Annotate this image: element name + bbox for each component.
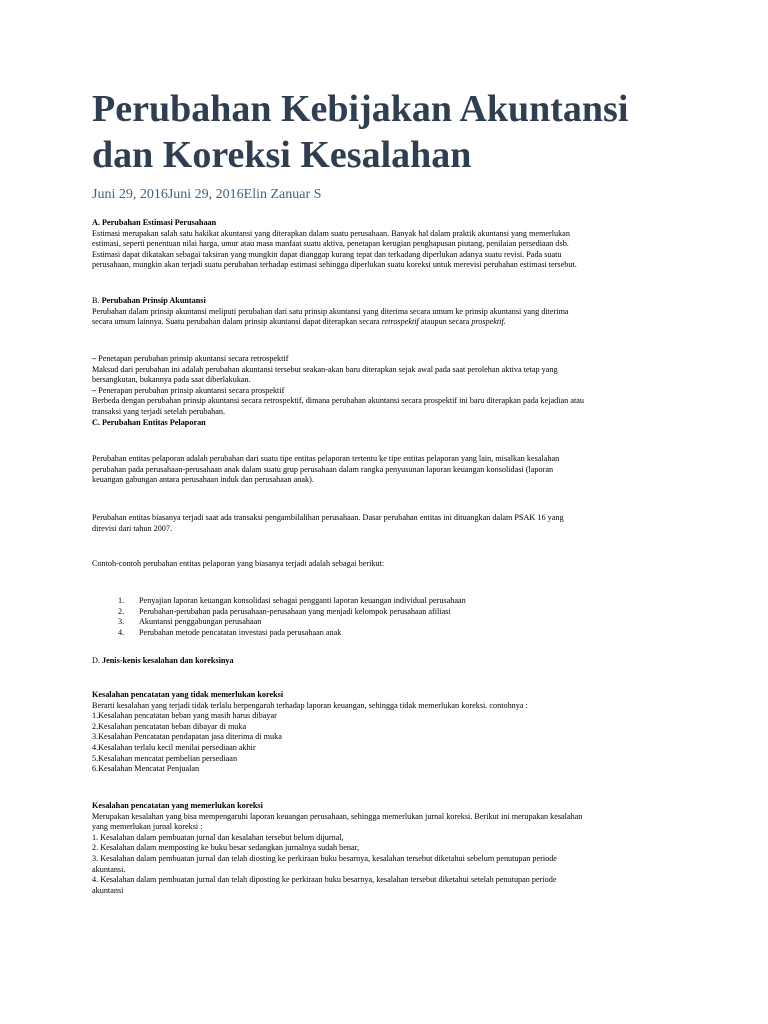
paragraph-line: Berbeda dengan perubahan prinsip akuntansi secara retrospektif, dimana perubahan akuntansi secara prospektif ini baru diterapkan pada kejadian atau bbox=[92, 396, 584, 406]
post-meta: Juni 29, 2016Juni 29, 2016Elin Zanuar S bbox=[92, 187, 322, 202]
errors-with-correction bbox=[92, 801, 692, 896]
paragraph-line: direvisi dari tahun 2007. bbox=[92, 523, 173, 533]
paragraph-line: perubahan pada perusahaan-perusahaan anak dalam suatu grup perusahaan dalam rangka penyusunan laporan keuangan konsolidasi (laporan bbox=[92, 464, 554, 474]
paragraph-line: Estimasi dapat dikatakan sebagai taksiran yang mungkin dapat dianggap kurang tepat dan terkadang diperlukan adanya suatu revisi. Pada suatu bbox=[92, 249, 562, 259]
section-a bbox=[92, 218, 692, 271]
list-item: 3.Kesalahan Pencatatan pendapatan jasa diterima di muka bbox=[92, 732, 282, 742]
italic-term: retrospektif bbox=[381, 317, 419, 327]
list-item: 3. Kesalahan dalam pembuatan jurnal dan telah diosting ke perkiraan buku besarnya, kesalahan tersebut diketahui sebelum penutupan periode bbox=[92, 853, 557, 863]
section-b-heading: Perubahan Prinsip Akuntansi bbox=[101, 296, 206, 305]
list-item: 1. Penyajian laporan keuangan konsolidasi sebagai pengganti laporan keuangan individual perusahaan bbox=[118, 596, 466, 605]
page-title bbox=[92, 86, 692, 178]
list-item: 6.Kesalahan Mencatat Penjualan bbox=[92, 764, 200, 774]
errors-no-correction bbox=[92, 690, 692, 775]
section-c-paragraph-3 bbox=[92, 559, 692, 570]
section-c-paragraph-1 bbox=[92, 454, 692, 486]
list-item: 1.Kesalahan pencatatan beban yang masih harus dibayar bbox=[92, 711, 277, 721]
paragraph-line: Perubahan entitas pelaporan adalah perubahan dari suatu tipe entitas pelaporan tertentu ke tipe entitas pelaporan yang lain, misalkan kesalahan bbox=[92, 454, 560, 463]
list-item: 4. Kesalahan dalam pembuatan jurnal dan telah diposting ke perkiraan buku besarnya, kesalahan tersebut diketahui setelah penutupan periode bbox=[92, 875, 557, 885]
errors-with-correction-heading: Kesalahan pencatatan yang memerlukan koreksi bbox=[92, 801, 263, 810]
list-item: 2.Kesalahan pencatatan beban dibayar di muka bbox=[92, 721, 247, 731]
list-item: akuntansi. bbox=[92, 864, 126, 874]
paragraph-line: Estimasi merupakan salah satu hakikat akuntansi yang diterapkan dalam suatu perusahaan. Banyak hal dalam praktik akuntansi yang memerlukan bbox=[92, 228, 570, 238]
retro-heading: Penetapan perubahan prinsip akuntansi secara retrospektif bbox=[98, 354, 289, 363]
title-line-1: Perubahan Kebijakan Akuntansi bbox=[92, 88, 629, 130]
list-item: 4.Kesalahan terlalu kecil menilai persediaan akhir bbox=[92, 742, 256, 752]
paragraph-line: Maksud dari perubahan ini adalah perubahan akuntansi tersebut seakan-akan baru diterapkan sejak awal pada saat perolehan aktiva tetap yang bbox=[92, 364, 558, 374]
list-item: 5.Kesalahan mencatat pembelian persediaan bbox=[92, 753, 238, 763]
paragraph-line: transaksi yang terjadi setelah perubahan. bbox=[92, 406, 225, 416]
section-b-prefix: B. bbox=[92, 296, 102, 305]
paragraph-line: perusahaan, mungkin akan terjadi suatu perubahan terhadap estimasi sehingga diperlukan suatu koreksi untuk merevisi perubahan estimasi tersebut. bbox=[92, 260, 577, 270]
list-item: 1. Kesalahan dalam pembuatan jurnal dan kesalahan tersebut belum dijurnal, bbox=[92, 832, 344, 842]
paragraph-line: keuangan gabungan antara perusahaan induk dan perusahaan anak). bbox=[92, 475, 314, 485]
paragraph-line: Merupakan kesalahan yang bisa mempengaruhi laporan keuangan perusahaan, sehingga memerlukan jurnal koreksi. Berikut ini merupakan kesalahan bbox=[92, 811, 583, 821]
paragraph-line: bersangkutan, bukannya pada saat diberlakukan. bbox=[92, 375, 251, 385]
section-d-heading: Jenis-kenis kesalahan dan koreksinya bbox=[102, 656, 234, 665]
list-item: 2. Kesalahan dalam memposting ke buku besar sedangkan jurnalnya sudah benar, bbox=[92, 843, 360, 853]
paragraph-line: estimasi, seperti penentuan nilai harga, umur atau masa manfaat suatu aktiva, penetapan kerugian penghapusan piutang, penilaian persediaan dsb. bbox=[92, 239, 569, 249]
errors-no-correction-heading: Kesalahan pencatatan yang tidak memerlukan koreksi bbox=[92, 690, 284, 699]
paragraph-line: Perubahan dalam prinsip akuntansi meliputi perubahan dari satu prinsip akuntansi yang diterima secara umum ke prinsip akuntansi yang diterima bbox=[92, 306, 569, 316]
paragraph-line: yang memerlukan jurnal koreksi : bbox=[92, 822, 203, 832]
list-item: 4. Perubahan metode pencatatan investasi pada perusahaan anak bbox=[118, 627, 342, 637]
section-a-heading: A. Perubahan Estimasi Perusahaan bbox=[92, 218, 217, 227]
paragraph-line: Perubahan entitas biasanya terjadi saat ada transaksi pengambilalihan perusahaan. Dasar perubahan entitas ini dituangkan dalam PSAK 16 yang bbox=[92, 513, 564, 522]
section-c-paragraph-2 bbox=[92, 513, 692, 534]
title-line-2: dan Koreksi Kesalahan bbox=[92, 134, 472, 176]
entity-change-list bbox=[118, 596, 678, 638]
section-d: D. Jenis-kenis kesalahan dan koreksinya bbox=[92, 656, 234, 665]
paragraph-line: Berarti kesalahan yang terjadi tidak terlalu berpengaruh terhadap laporan keuangan, sehingga tidak memerlukan koreksi. contohnya : bbox=[92, 700, 528, 710]
list-item: 3. Akuntansi penggabungan perusahaan bbox=[118, 617, 262, 627]
list-item: akuntansi bbox=[92, 885, 124, 895]
paragraph-line: Contoh-contoh perubahan entitas pelaporan yang biasanya terjadi adalah sebagai berikut: bbox=[92, 559, 385, 568]
italic-term: prospektif. bbox=[471, 317, 506, 327]
list-item: 2. Perubahan-perubahan pada perusahaan-perusahaan yang menjadi kelompok perusahaan afiliasi bbox=[118, 606, 451, 616]
paragraph-line: secara umum lainnya. Suatu perubahan dalam prinsip akuntansi dapat diterapkan secara retrospektif ataupun secara prospektif. bbox=[92, 317, 506, 327]
section-retro-prospektif: – Penetapan perubahan prinsip akuntansi secara retrospektif Maksud dari perubahan ini adalah perubahan akuntansi tersebut seakan-akan baru diterapkan sejak awal pada saat perolehan aktiva tetap yang bersangkutan, bukannya pada saat diberlakukan. – Penerapan perubahan prinsip akuntansi secara prospektif Berbeda dengan perubahan prinsip akuntansi secara retrospektif, dimana perubahan akuntansi secara prospektif ini baru diterapkan pada kejadian atau transaksi yang terjadi setelah perubahan. C. Perubahan Entitas Pelaporan bbox=[92, 354, 692, 428]
prospektif-heading: Penerapan perubahan prinsip akuntansi secara prospektif bbox=[98, 385, 285, 395]
section-b bbox=[92, 296, 692, 328]
section-c-heading: C. Perubahan Entitas Pelaporan bbox=[92, 417, 206, 427]
